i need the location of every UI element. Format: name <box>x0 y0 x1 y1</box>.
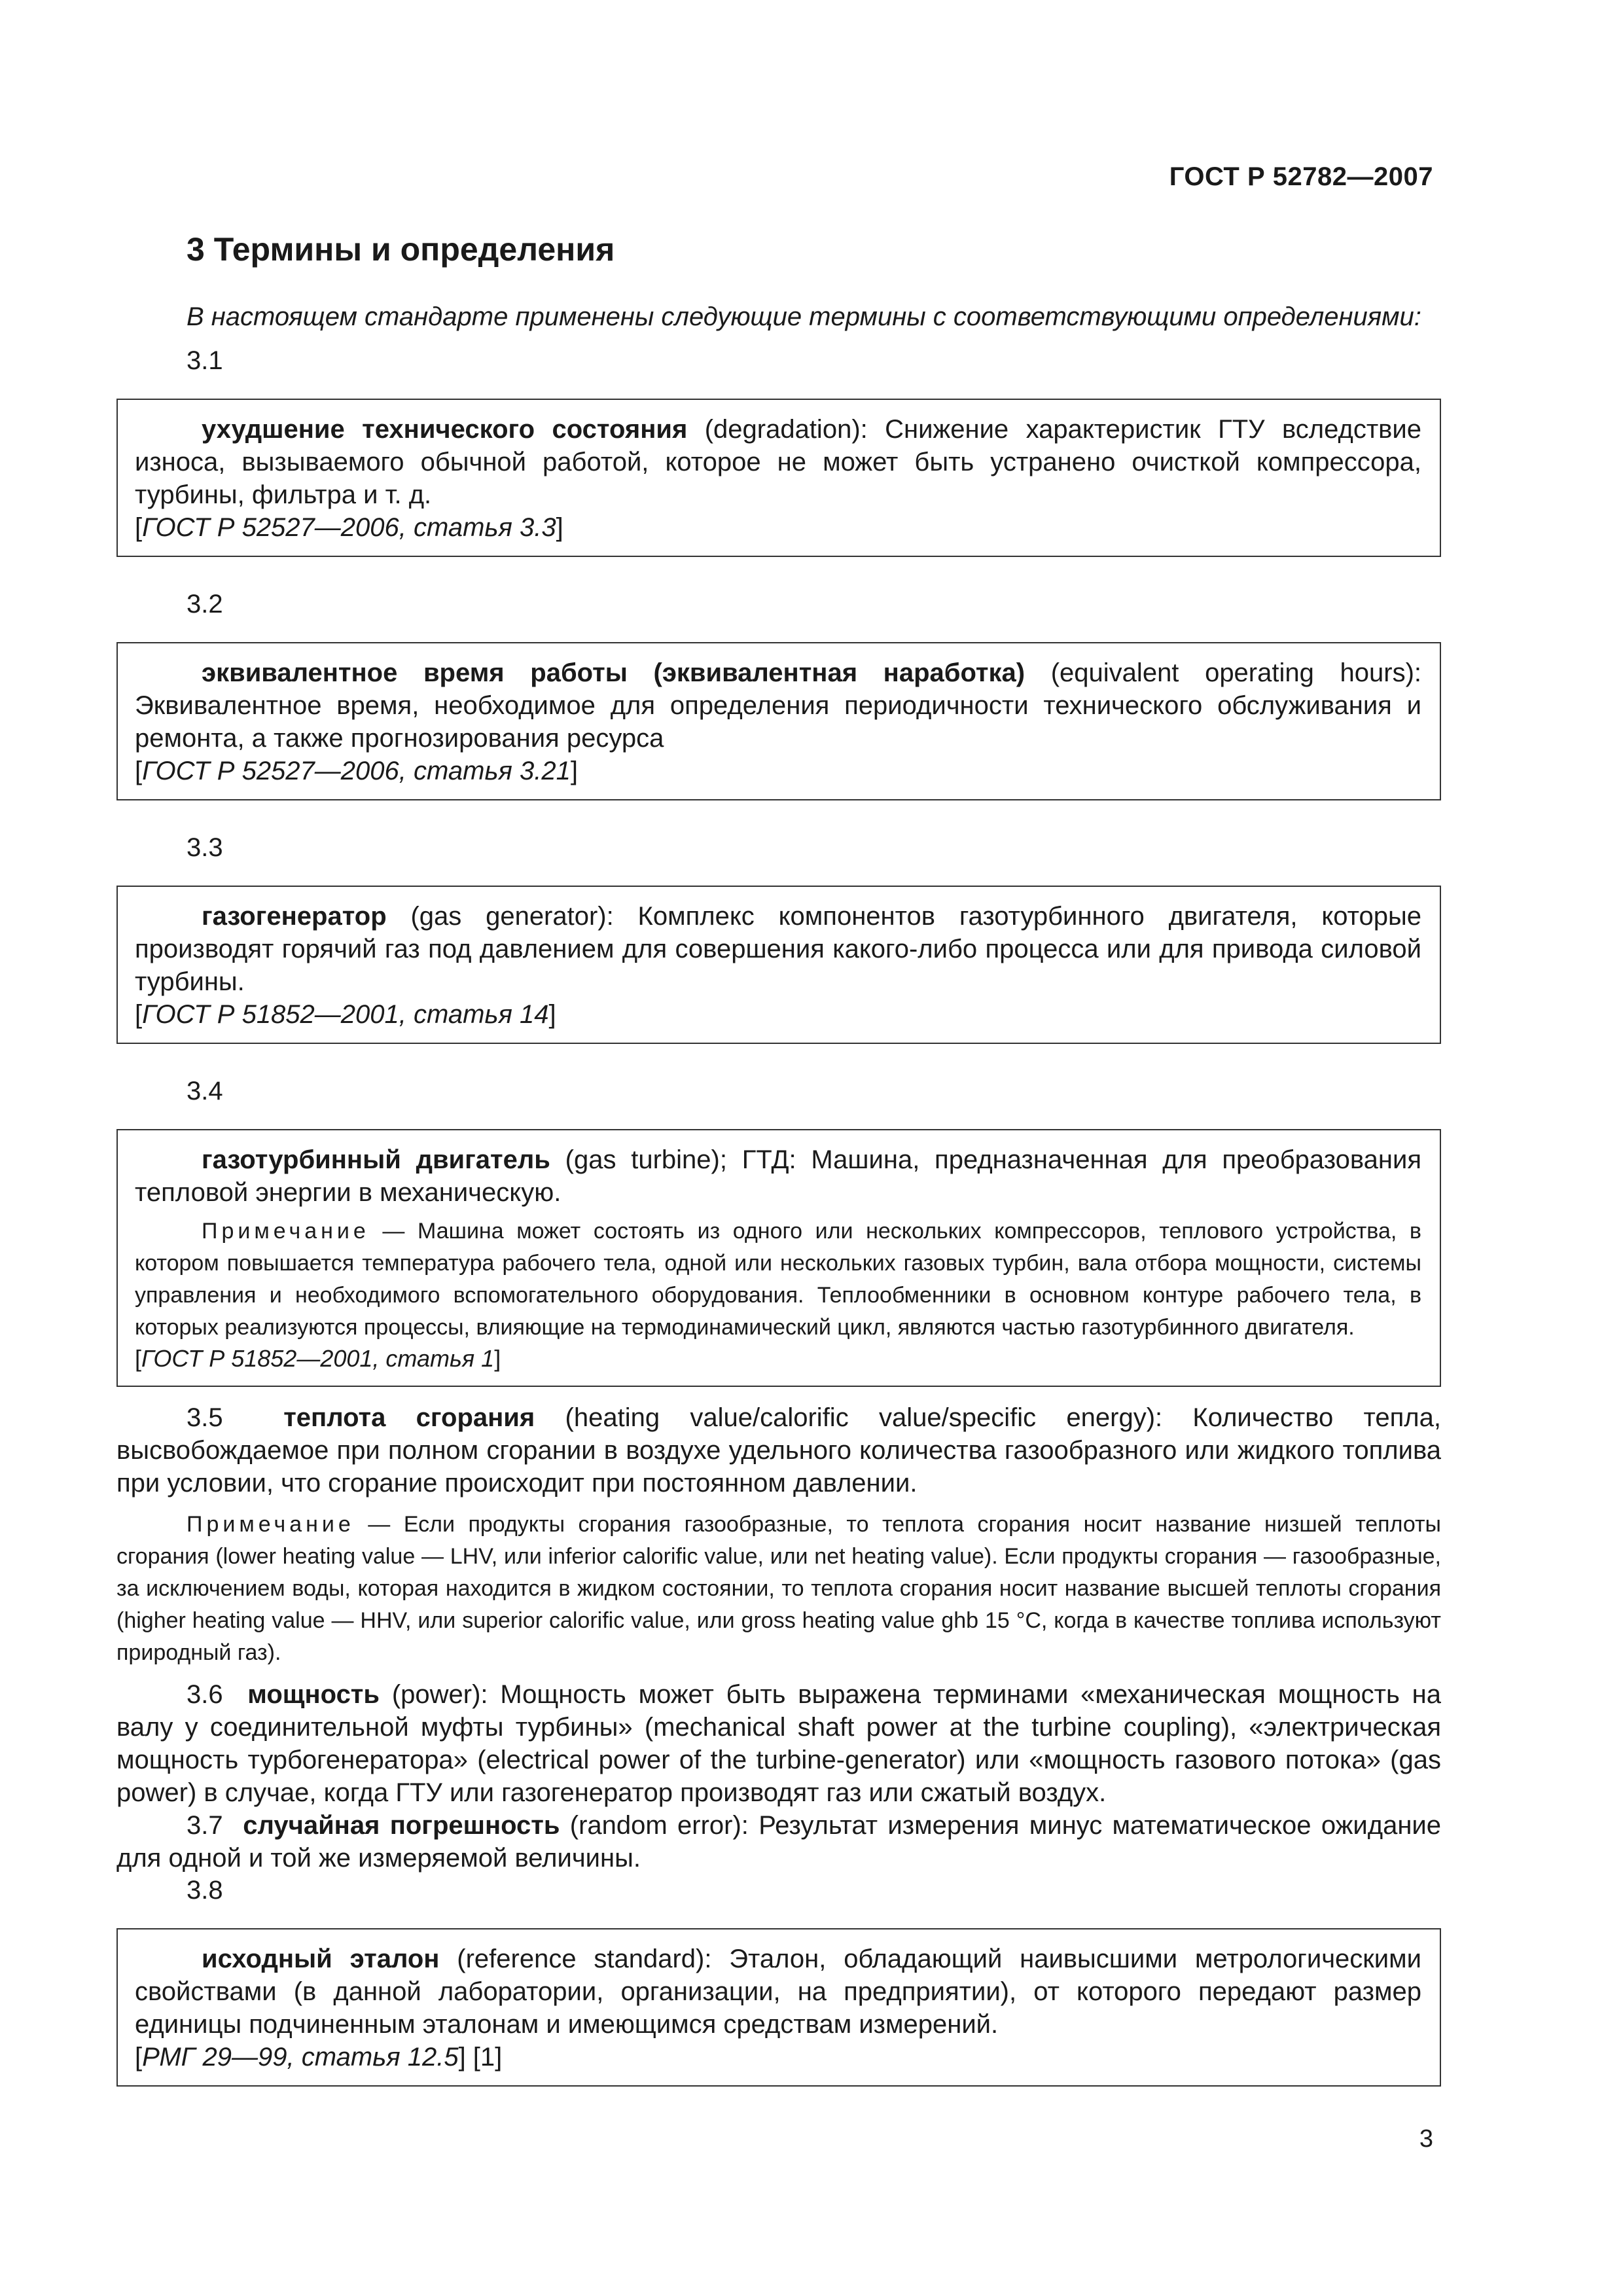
term: случайная погрешность <box>243 1811 560 1840</box>
note-text: — Если продукты сгорания газообразные, то теплота сгорания носит название низшей теплоты сгорания (lower heating value — LHV, или inferior calorific value, или net heating value). Если продукты сгорания — газообразные, за исключением воды, которая находится в жидком состоянии, то теплота сгорания носит название высшей теплоты сгорания (higher heating value — HHV, или superior calorific value, или gross heating value ghb 15 °С, когда в качестве топлива используют природный газ). <box>116 1512 1441 1665</box>
definition-text: (reference standard): Эталон, обладающий наивысшими метрологическими свойствами (в данной лаборатории, организации, на предприятии), от которого передают размер единицы подчиненным эталонам и имеющимся средствам измерений. <box>135 1945 1421 2039</box>
source-text: ГОСТ Р 52527—2006, статья 3.3 <box>142 513 556 542</box>
term: газотурбинный двигатель <box>202 1145 550 1174</box>
definition <box>135 1943 1421 2041</box>
document-body <box>116 301 1441 2118</box>
definition-text: (gas generator): Комплекс компонентов газотурбинного двигателя, которые производят горячий газ под давлением для совершения какого-либо процесса или для привода силовой турбины. <box>135 902 1421 996</box>
definition-random-error <box>116 1809 1441 1874</box>
page-number: 3 <box>1419 2125 1433 2153</box>
source-reference: [ГОСТ Р 52527—2006, статья 3.3] <box>135 513 563 542</box>
definition-text: (gas turbine); ГТД: Машина, предназначенная для преобразования тепловой энергии в механическую. <box>135 1145 1421 1207</box>
entry-number: 3.6 <box>187 1680 223 1709</box>
term: ухудшение технического состояния <box>202 415 688 444</box>
note-text: — Машина может состоять из одного или нескольких компрессоров, теплового устройства, в котором повышается температура рабочего тела, одной или нескольких газовых турбин, вала отбора мощности, системы управления и необходимого вспомогательного оборудования. Теплообменники в основном контуре рабочего тела, в которых реализуются процессы, влияющие на термодинамический цикл, являются частью газотурбинного двигателя. <box>135 1219 1421 1340</box>
definition-text: (power): Мощность может быть выражена терминами «механическая мощность на валу у соединительной муфты турбины» (mechanical shaft power at the turbine coupling), «электрическая мощность турбогенератора» (electrical power of the turbine-generator) или «мощность газового потока» (gas power) в случае, когда ГТУ или газогенератор производят газ или сжатый воздух. <box>116 1680 1441 1807</box>
section-title: 3 Термины и определения <box>187 231 615 268</box>
entry-number: 3.2 <box>187 590 223 619</box>
definition-power <box>116 1678 1441 1809</box>
term: эквивалентное время работы (эквивалентная наработка) <box>202 658 1026 687</box>
definition-text: (heating value/calorific value/specific energy): Количество тепла, высвобождаемое при полном сгорании в воздухе удельного количества газообразного или жидкого топлива при условии, что сгорание происходит при постоянном давлении. <box>116 1403 1441 1498</box>
note-label: Примечание <box>202 1219 370 1244</box>
definition-text: (equivalent operating hours): Эквивалентное время, необходимое для определения периодичности технического обслуживания и ремонта, а также прогнозирования ресурса <box>135 658 1421 753</box>
definition <box>135 413 1421 511</box>
source-text: ГОСТ Р 51852—2001, статья 14 <box>142 1000 549 1029</box>
entry-number: 3.7 <box>187 1811 223 1840</box>
entry-number: 3.3 <box>187 833 223 862</box>
term: теплота сгорания <box>283 1403 535 1432</box>
definition-text: (degradation): Снижение характеристик ГТУ вследствие износа, вызываемого обычной работой, которое не может быть устранено очисткой компрессора, турбины, фильтра и т. д. <box>135 415 1422 509</box>
source-reference: [ГОСТ Р 52527—2006, статья 3.21] <box>135 757 578 785</box>
term-box-degradation <box>116 399 1441 557</box>
term-box-equivalent-hours <box>116 642 1441 800</box>
source-reference: [ГОСТ Р 51852—2001, статья 14] <box>135 1000 556 1029</box>
term-box-reference-standard <box>116 1928 1441 2087</box>
entry-number: 3.5 <box>187 1403 223 1432</box>
term: исходный эталон <box>202 1945 440 1973</box>
source-text: ГОСТ Р 52527—2006, статья 3.21 <box>142 757 571 785</box>
entry-number: 3.1 <box>187 346 223 375</box>
term-box-gas-generator <box>116 886 1441 1044</box>
source-text: ГОСТ Р 51852—2001, статья 1 <box>141 1345 495 1372</box>
source-reference: [ГОСТ Р 51852—2001, статья 1] <box>135 1345 501 1372</box>
note-label: Примечание <box>187 1512 355 1537</box>
term-box-gas-turbine <box>116 1129 1441 1387</box>
term: газогенератор <box>202 902 387 931</box>
term: мощность <box>247 1680 380 1709</box>
source-suffix: [1] <box>465 2043 503 2072</box>
definition-text: (random error): Результат измерения минус математическое ожидание для одной и той же измеряемой величины. <box>116 1811 1442 1873</box>
definition <box>135 656 1421 755</box>
entry-number: 3.8 <box>187 1876 223 1905</box>
note <box>135 1215 1421 1344</box>
source-text: РМГ 29—99, статья 12.5 <box>142 2043 459 2072</box>
note <box>116 1509 1441 1669</box>
definition <box>135 1143 1421 1209</box>
document-header: ГОСТ Р 52782—2007 <box>1169 162 1433 191</box>
intro-paragraph: В настоящем стандарте применены следующие термины с соответствующими определениями: <box>187 302 1421 331</box>
source-reference: [РМГ 29—99, статья 12.5] [1] <box>135 2043 503 2072</box>
entry-number: 3.4 <box>187 1077 223 1105</box>
definition-heating-value <box>116 1401 1441 1499</box>
definition <box>135 900 1421 998</box>
